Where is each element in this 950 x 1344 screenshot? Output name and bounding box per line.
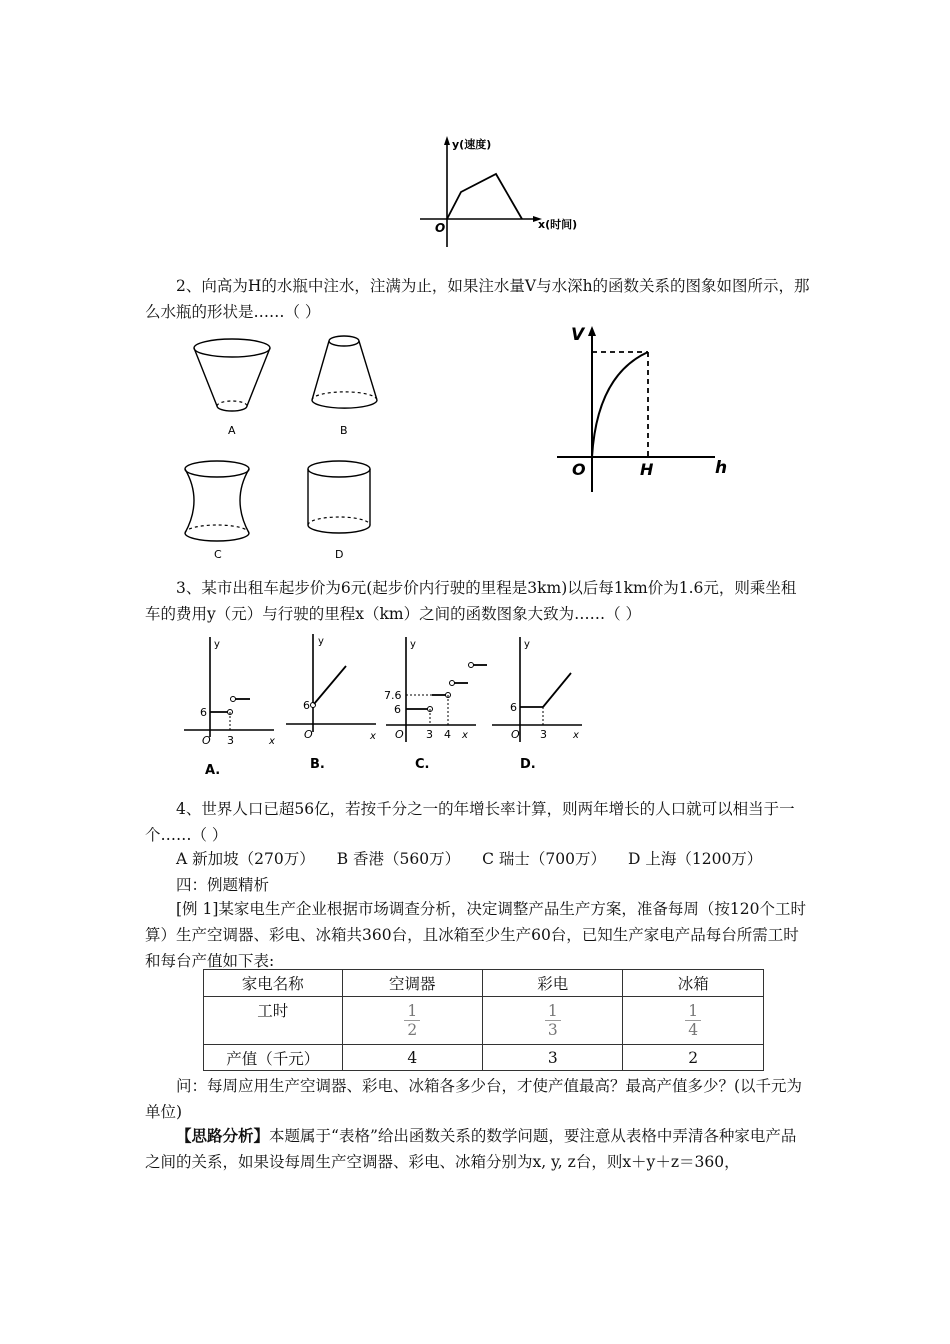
header-fridge: 冰箱 xyxy=(623,970,764,997)
graph-c-xtick-1: 3 xyxy=(426,728,433,741)
graph-b xyxy=(286,634,376,732)
hours-ac xyxy=(342,997,482,1045)
graph-d-x: x xyxy=(573,730,579,741)
graph-c-ytick-1: 7.6 xyxy=(384,689,402,702)
graph-b-y: y xyxy=(318,636,324,647)
bottle-c xyxy=(185,461,249,541)
table-header-row xyxy=(204,970,764,997)
graph-c-origin: O xyxy=(395,728,404,741)
value-ac: 4 xyxy=(342,1045,482,1071)
graph-a-ytick: 6 xyxy=(200,706,207,719)
option-c: C 瑞士（700万） xyxy=(482,850,606,868)
value-label: 产值（千元） xyxy=(204,1045,343,1071)
graph-c-ytick-2: 6 xyxy=(394,703,401,716)
graph-c-x: x xyxy=(462,730,468,741)
bottle-c-label: C xyxy=(214,548,222,561)
value-fridge: 2 xyxy=(623,1045,764,1071)
bottle-b xyxy=(312,336,377,408)
volume-curve xyxy=(592,352,648,457)
bottle-d-label: D xyxy=(335,548,344,561)
bottle-d xyxy=(308,461,370,533)
table-row-hours xyxy=(204,997,764,1045)
hours-label: 工时 xyxy=(204,997,343,1045)
graph-a-x: x xyxy=(269,736,275,747)
hours-ac-num: 1 xyxy=(404,1002,420,1021)
y-axis-label: y(速度) xyxy=(452,138,492,151)
y-axis-arrow xyxy=(444,136,450,145)
graph-d-label: D. xyxy=(520,757,536,772)
graph-c-xtick-2: 4 xyxy=(444,728,451,741)
graph-a-label: A. xyxy=(205,763,221,778)
graph-d xyxy=(492,637,582,742)
header-ac: 空调器 xyxy=(342,970,482,997)
graph-a-origin: O xyxy=(202,734,211,747)
bottle-a-label: A xyxy=(228,424,236,437)
graph-b-label: B. xyxy=(310,757,325,772)
hours-fridge-num: 1 xyxy=(685,1002,701,1021)
header-name: 家电名称 xyxy=(204,970,343,997)
bottle-figures xyxy=(175,330,395,570)
hours-tv-num: 1 xyxy=(545,1002,561,1021)
question-3-text: 3、某市出租车起步价为6元(起步价内行驶的里程是3km)以后每1km价为1.6元，则乘坐租车的费用y（元）与行驶的里程x（km）之间的函数图象大致为……（ ） xyxy=(145,579,797,623)
table-row-value xyxy=(204,1045,764,1071)
x-axis-label: x(时间) xyxy=(538,218,578,231)
graph-c-label: C. xyxy=(415,757,430,772)
volume-depth-graph xyxy=(555,320,735,498)
v-axis-label: V xyxy=(571,325,585,345)
speed-curve xyxy=(447,174,522,219)
hours-tv-den: 3 xyxy=(547,1021,558,1039)
hours-ac-den: 2 xyxy=(407,1021,418,1039)
graph-d-xtick: 3 xyxy=(540,728,547,741)
origin-label: O xyxy=(572,460,586,479)
question-2-text: 2、向高为H的水瓶中注水，注满为止，如果注水量V与水深h的函数关系的图象如图所示，那么水瓶的形状是……（ ） xyxy=(145,277,810,321)
question-4-text: 4、世界人口已超56亿，若按千分之一的年增长率计算，则两年增长的人口就可以相当于一个……（ ） xyxy=(145,800,795,844)
graph-d-y: y xyxy=(524,639,530,650)
hours-fridge-den: 4 xyxy=(688,1021,699,1039)
graph-d-origin: O xyxy=(511,728,520,741)
graph-b-x: x xyxy=(370,731,376,742)
example-1-text: [例 1]某家电生产企业根据市场调查分析，决定调整产品生产方案，准备每周（按120个工时算）生产空调器、彩电、冰箱共360台，且冰箱至少生产60台，已知生产家电产品每台所需工时和每台产值如下表: xyxy=(145,900,806,970)
bottle-b-label: B xyxy=(340,424,348,437)
graph-b-ytick: 6 xyxy=(303,699,310,712)
value-tv: 3 xyxy=(483,1045,623,1071)
graph-a xyxy=(184,637,274,737)
appliance-table xyxy=(203,969,764,1071)
hours-tv xyxy=(483,997,623,1045)
section-title: 四：例题精析 xyxy=(176,876,270,894)
graph-a-xtick: 3 xyxy=(227,734,234,747)
header-tv: 彩电 xyxy=(483,970,623,997)
graph-c-y: y xyxy=(410,639,416,650)
analysis-paragraph xyxy=(145,1123,810,1175)
example-1-question: 问：每周应用生产空调器、彩电、冰箱各多少台，才使产值最高？最高产值多少？(以千元为单位) xyxy=(145,1077,803,1121)
taxi-fare-graphs xyxy=(180,632,600,782)
origin-label: O xyxy=(435,221,446,235)
option-d: D 上海（1200万） xyxy=(628,850,763,868)
graph-d-ytick: 6 xyxy=(510,701,517,714)
graph-a-y: y xyxy=(214,639,220,650)
analysis-title: 【思路分析】 xyxy=(176,1126,270,1145)
bottle-a xyxy=(194,339,270,411)
h-mark-label: H xyxy=(640,460,654,479)
option-b: B 香港（560万） xyxy=(336,850,461,868)
v-axis-arrow xyxy=(588,326,596,336)
h-axis-label: h xyxy=(715,458,728,478)
analysis-text: 本题属于“表格”给出函数关系的数学问题，要注意从表格中弄清各种家电产品之间的关系，如果设每周生产空调器、彩电、冰箱分别为x, y, z台，则x＋y＋z＝360， xyxy=(145,1127,797,1171)
speed-time-graph xyxy=(410,132,590,252)
graph-b-origin: O xyxy=(304,728,313,741)
question-4-options xyxy=(176,846,816,872)
hours-fridge xyxy=(623,997,764,1045)
option-a: A 新加坡（270万） xyxy=(176,850,315,868)
